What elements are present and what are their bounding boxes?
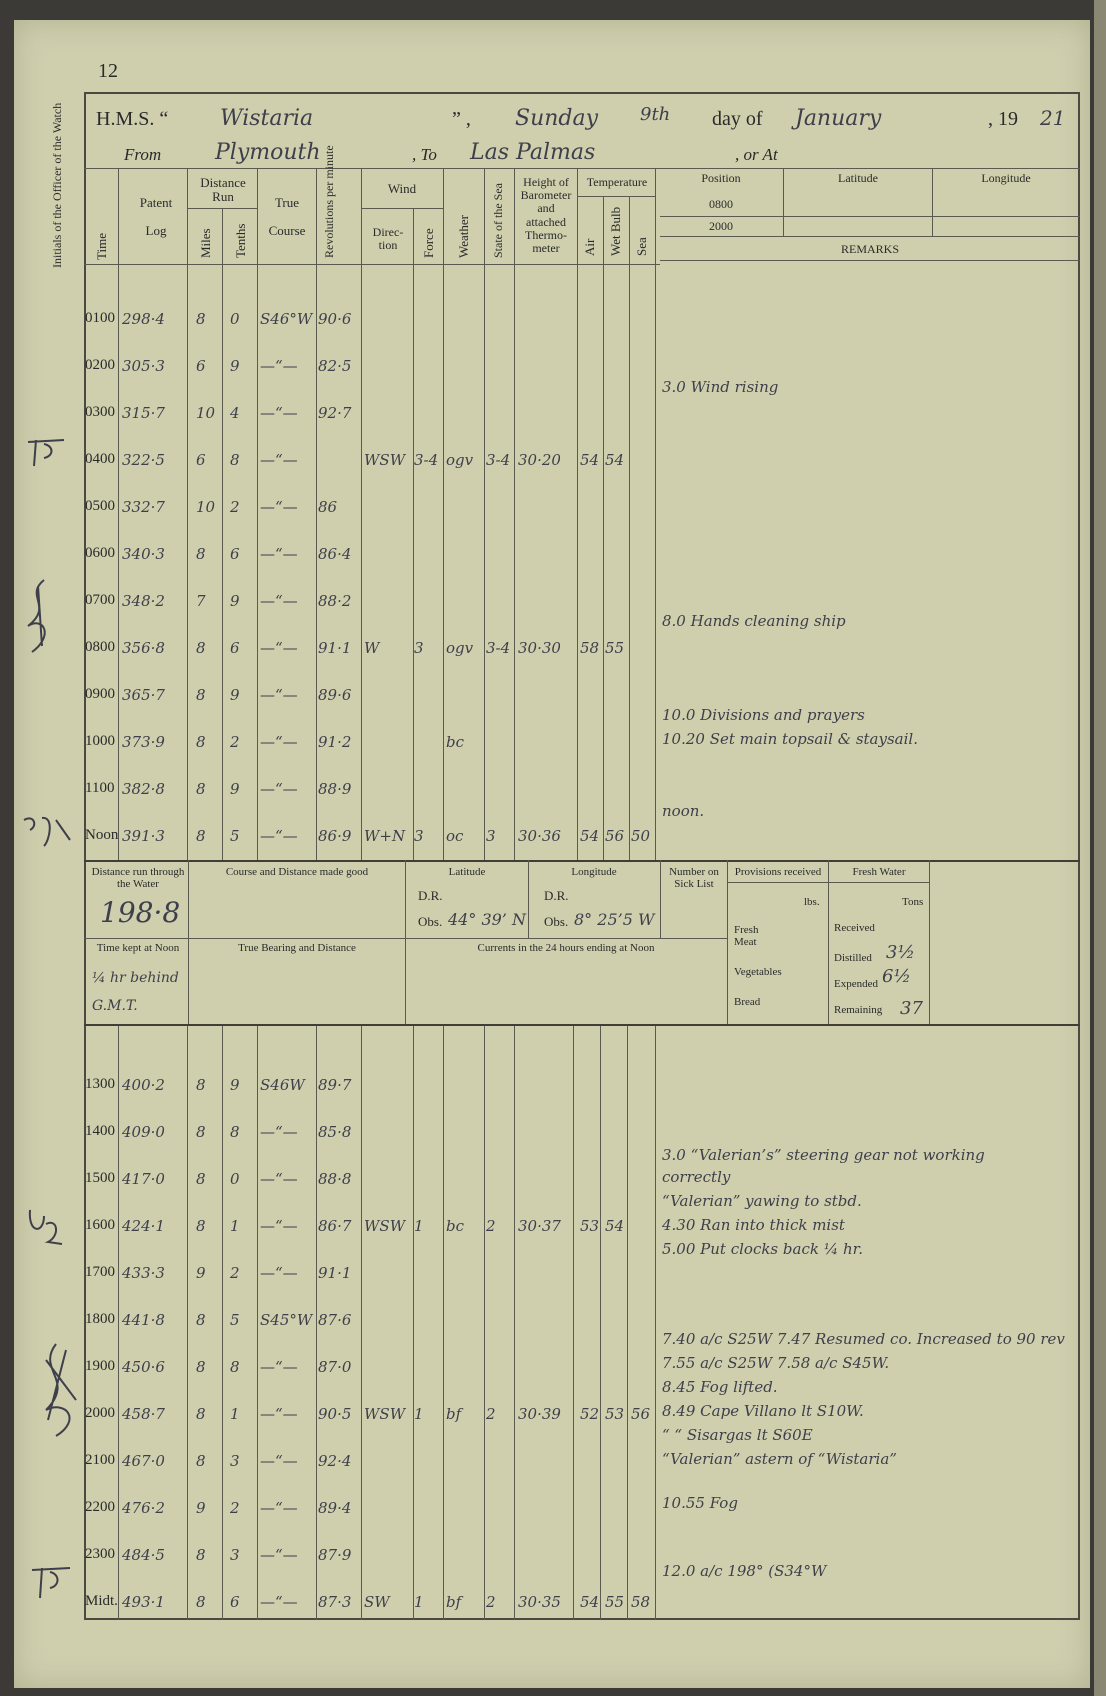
log-miles: 9 [196, 1499, 206, 1517]
log-true-course: —“— [260, 545, 298, 563]
log-revolutions: 92·7 [318, 404, 352, 422]
log-time: 1400 [85, 1123, 115, 1139]
log-wet-bulb: 54 [605, 1217, 625, 1235]
log-tenths: 3 [230, 1452, 240, 1470]
sick-list-label: Number on Sick List [669, 866, 719, 891]
log-tenths: 5 [230, 827, 240, 845]
remark-line: 4.30 Ran into thick mist [662, 1216, 845, 1234]
log-tenths: 8 [230, 1123, 240, 1141]
col-weather: Weather [456, 215, 471, 258]
log-weather: ogv [446, 451, 474, 469]
col-force: Force [421, 228, 436, 258]
officer-initial-signature [14, 576, 64, 656]
log-patent-reading: 382·8 [122, 780, 165, 798]
log-time: 2200 [85, 1499, 115, 1515]
log-miles: 8 [196, 1546, 206, 1564]
log-tenths: 1 [230, 1217, 240, 1235]
col-wind: Wind [387, 181, 417, 196]
log-revolutions: 91·1 [318, 1264, 352, 1282]
log-miles: 10 [196, 498, 216, 516]
lat-obs-label: Obs. [418, 914, 443, 929]
col-remarks: REMARKS [840, 242, 899, 256]
log-tenths: 0 [230, 1170, 240, 1188]
log-patent-reading: 417·0 [122, 1170, 165, 1188]
col-state-of-sea: State of the Sea [491, 183, 505, 258]
log-revolutions: 92·4 [318, 1452, 352, 1470]
remark-line: 7.40 a/c S25W 7.47 Resumed co. Increased to 90 rev [662, 1330, 1065, 1348]
log-barometer: 30·37 [518, 1217, 561, 1235]
log-time: 2000 [85, 1405, 115, 1421]
remark-line: “Valerian” astern of “Wistaria” [662, 1450, 897, 1468]
log-true-course: —“— [260, 827, 298, 845]
log-time: 0500 [85, 498, 115, 514]
remark-line: 12.0 a/c 198° (S34°W [662, 1562, 827, 1580]
log-tenths: 6 [230, 545, 240, 563]
log-time: 0100 [85, 310, 115, 326]
log-time: 1600 [85, 1217, 115, 1233]
day: 9th [640, 104, 671, 125]
distilled-value: 3½ [886, 942, 915, 963]
log-air-temp: 52 [580, 1405, 600, 1423]
log-revolutions: 89·6 [318, 686, 352, 704]
remark-line: “ “ Sisargas lt S60E [662, 1426, 813, 1444]
obs-longitude: 8° 25’5 W [574, 910, 655, 929]
log-wind-direction: WSW [364, 1217, 406, 1235]
log-revolutions: 89·4 [318, 1499, 352, 1517]
log-time: 1300 [85, 1076, 115, 1092]
bread-label: Bread [734, 996, 761, 1008]
remark-line: 10.20 Set main topsail & staysail. [662, 730, 918, 748]
log-revolutions: 91·2 [318, 733, 352, 751]
log-miles: 8 [196, 310, 206, 328]
log-miles: 8 [196, 545, 206, 563]
log-time: 0300 [85, 404, 115, 420]
log-miles: 7 [196, 592, 206, 610]
log-miles: 8 [196, 1170, 206, 1188]
log-true-course: —“— [260, 1123, 298, 1141]
year-suffix: 21 [1040, 106, 1066, 130]
log-miles: 8 [196, 639, 206, 657]
log-miles: 8 [196, 1076, 206, 1094]
course-distance-label: Course and Distance made good [225, 866, 369, 878]
log-weather: ogv [446, 639, 474, 657]
log-wind-force: 3 [414, 827, 424, 845]
long-dr-label: D.R. [544, 888, 569, 903]
log-wind-direction: W+N [364, 827, 406, 845]
log-time: 0900 [85, 686, 115, 702]
log-revolutions: 90·5 [318, 1405, 352, 1423]
log-miles: 6 [196, 357, 206, 375]
officer-initial-signature [24, 436, 70, 472]
distilled-label: Distilled [834, 952, 872, 964]
col-barometer: Height of Barometer and attached Thermo-meter [520, 175, 572, 255]
log-sea-temp: 56 [631, 1405, 651, 1423]
log-patent-reading: 450·6 [122, 1358, 165, 1376]
log-tenths: 2 [230, 733, 240, 751]
provisions-label: Provisions received [734, 866, 822, 878]
log-time: 1800 [85, 1311, 115, 1327]
log-weather: oc [446, 827, 464, 845]
log-patent-reading: 373·9 [122, 733, 165, 751]
log-revolutions: 86·9 [318, 827, 352, 845]
log-tenths: 9 [230, 1076, 240, 1094]
log-sea-state: 2 [486, 1405, 496, 1423]
log-revolutions: 82·5 [318, 357, 352, 375]
log-patent-reading: 484·5 [122, 1546, 165, 1564]
log-patent-reading: 348·2 [122, 592, 165, 610]
log-patent-reading: 391·3 [122, 827, 165, 845]
col-sea-temp: Sea [634, 237, 649, 256]
log-wind-force: 1 [414, 1593, 424, 1611]
log-patent-reading: 441·8 [122, 1311, 165, 1329]
pos-0800: 0800 [709, 197, 733, 211]
log-patent-reading: 424·1 [122, 1217, 165, 1235]
col-patent: Patent [139, 195, 173, 210]
col-tenths: Tenths [233, 223, 248, 258]
time-kept-label: Time kept at Noon [96, 942, 180, 954]
log-air-temp: 54 [580, 1593, 600, 1611]
log-patent-reading: 305·3 [122, 357, 165, 375]
log-barometer: 30·36 [518, 827, 561, 845]
log-true-course: —“— [260, 1170, 298, 1188]
log-patent-reading: 458·7 [122, 1405, 165, 1423]
currents-label: Currents in the 24 hours ending at Noon [477, 942, 655, 954]
log-weather: bc [446, 1217, 465, 1235]
log-revolutions: 87·0 [318, 1358, 352, 1376]
log-true-course: —“— [260, 357, 298, 375]
log-time: 1900 [85, 1358, 115, 1374]
log-miles: 10 [196, 404, 216, 422]
log-true-course: —“— [260, 1358, 298, 1376]
log-miles: 8 [196, 1452, 206, 1470]
log-patent-reading: 356·8 [122, 639, 165, 657]
remark-line: 8.49 Cape Villano lt S10W. [662, 1402, 864, 1420]
log-true-course: —“— [260, 639, 298, 657]
log-true-course: —“— [260, 404, 298, 422]
log-patent-reading: 340·3 [122, 545, 165, 563]
noon-latitude-label: Latitude [448, 866, 486, 878]
log-miles: 9 [196, 1264, 206, 1282]
log-patent-reading: 493·1 [122, 1593, 165, 1611]
log-patent-reading: 433·3 [122, 1264, 165, 1282]
log-tenths: 6 [230, 1593, 240, 1611]
log-time: Noon [85, 827, 119, 843]
officer-initial-signature [24, 1204, 68, 1248]
officer-initial-signature [28, 1564, 74, 1604]
remaining-value: 37 [900, 998, 923, 1019]
log-tenths: 9 [230, 780, 240, 798]
log-patent-reading: 322·5 [122, 451, 165, 469]
log-patent-reading: 332·7 [122, 498, 165, 516]
log-true-course: —“— [260, 1546, 298, 1564]
log-tenths: 9 [230, 357, 240, 375]
log-patent-reading: 476·2 [122, 1499, 165, 1517]
ship-name: Wistaria [220, 106, 314, 131]
log-true-course: —“— [260, 1405, 298, 1423]
log-true-course: —“— [260, 780, 298, 798]
log-revolutions: 88·2 [318, 592, 352, 610]
log-tenths: 3 [230, 1546, 240, 1564]
log-true-course: —“— [260, 1452, 298, 1470]
remark-line: correctly [662, 1168, 731, 1186]
log-patent-reading: 365·7 [122, 686, 165, 704]
col-time: Time [94, 233, 109, 260]
log-wet-bulb: 55 [605, 1593, 625, 1611]
remark-line: “Valerian” yawing to stbd. [662, 1192, 862, 1210]
log-air-temp: 58 [580, 639, 600, 657]
log-miles: 8 [196, 1593, 206, 1611]
log-wet-bulb: 54 [605, 451, 625, 469]
log-wind-force: 3 [414, 639, 424, 657]
ship-prefix: H.M.S. “ [96, 108, 169, 130]
log-patent-reading: 400·2 [122, 1076, 165, 1094]
log-revolutions: 87·9 [318, 1546, 352, 1564]
expended-label: Expended [834, 978, 878, 990]
col-log: Log [145, 223, 167, 238]
log-miles: 8 [196, 1405, 206, 1423]
remark-line: 7.55 a/c S25W 7.58 a/c S45W. [662, 1354, 890, 1372]
log-true-course: —“— [260, 686, 298, 704]
log-true-course: S45°W [260, 1311, 313, 1329]
log-air-temp: 54 [580, 451, 600, 469]
log-wet-bulb: 56 [605, 827, 625, 845]
log-wind-direction: WSW [364, 451, 406, 469]
lat-dr-label: D.R. [418, 888, 443, 903]
log-barometer: 30·30 [518, 639, 561, 657]
col-distance-run: Distance Run [200, 175, 246, 205]
log-true-course: S46°W [260, 310, 313, 328]
log-true-course: —“— [260, 451, 298, 469]
log-time: 0800 [85, 639, 115, 655]
log-tenths: 0 [230, 310, 240, 328]
day-of-label: day of [712, 108, 763, 130]
log-revolutions: 88·8 [318, 1170, 352, 1188]
log-patent-reading: 298·4 [122, 310, 165, 328]
log-tenths: 9 [230, 592, 240, 610]
to-value: Las Palmas [470, 140, 596, 165]
pos-2000: 2000 [709, 219, 733, 233]
col-wet-bulb: Wet Bulb [608, 206, 623, 256]
remark-line: 8.45 Fog lifted. [662, 1378, 778, 1396]
log-wind-direction: WSW [364, 1405, 406, 1423]
remark-line: 10.0 Divisions and prayers [662, 706, 865, 724]
obs-latitude: 44° 39’ N [448, 910, 526, 929]
log-sea-state: 3-4 [486, 451, 511, 469]
log-time: 1500 [85, 1170, 115, 1186]
remark-line: 5.00 Put clocks back ¼ hr. [662, 1240, 863, 1258]
col-position: Position [701, 171, 741, 185]
vegetables-label: Vegetables [734, 966, 782, 978]
log-miles: 8 [196, 1358, 206, 1376]
log-miles: 8 [196, 827, 206, 845]
from-value: Plymouth [215, 140, 321, 165]
book-spine [1094, 0, 1106, 1696]
log-tenths: 1 [230, 1405, 240, 1423]
log-true-course: —“— [260, 1217, 298, 1235]
col-latitude: Latitude [838, 171, 878, 185]
log-time: 1000 [85, 733, 115, 749]
log-miles: 8 [196, 733, 206, 751]
log-revolutions: 86·4 [318, 545, 352, 563]
distance-run-label: Distance run through the Water [91, 866, 185, 891]
log-time: 0400 [85, 451, 115, 467]
col-course: Course [268, 223, 306, 238]
log-sea-state: 2 [486, 1593, 496, 1611]
year-prefix: , 19 [988, 108, 1018, 130]
expended-value: 6½ [882, 966, 911, 987]
log-wind-force: 1 [414, 1217, 424, 1235]
log-tenths: 2 [230, 1264, 240, 1282]
officer-initials-label: Initials of the Officer of the Watch [50, 102, 64, 268]
page-number: 12 [98, 60, 118, 82]
log-true-course: —“— [260, 733, 298, 751]
log-tenths: 2 [230, 498, 240, 516]
remark-line: 10.55 Fog [662, 1494, 738, 1512]
log-true-course: —“— [260, 498, 298, 516]
log-revolutions: 86 [318, 498, 338, 516]
ship-quote-close: ” , [452, 108, 471, 130]
log-weather: bf [446, 1593, 462, 1611]
log-time: 2100 [85, 1452, 115, 1468]
log-revolutions: 87·3 [318, 1593, 352, 1611]
distance-run-value: 198·8 [100, 896, 181, 929]
col-true: True [274, 195, 300, 210]
log-patent-reading: 409·0 [122, 1123, 165, 1141]
remark-line: noon. [662, 802, 705, 820]
at-label: , or At [735, 145, 778, 164]
log-time: 0700 [85, 592, 115, 608]
lbs-label: lbs. [804, 896, 820, 908]
log-sea-state: 3 [486, 827, 496, 845]
col-temperature: Temperature [586, 175, 648, 189]
log-true-course: —“— [260, 1499, 298, 1517]
fresh-water-label: Fresh Water [852, 866, 906, 878]
log-time: 0200 [85, 357, 115, 373]
log-tenths: 4 [230, 404, 240, 422]
log-time: 1700 [85, 1264, 115, 1280]
log-sea-state: 3-4 [486, 639, 511, 657]
col-revolutions: Revolutions per minute [322, 145, 336, 258]
log-patent-reading: 467·0 [122, 1452, 165, 1470]
log-miles: 6 [196, 451, 206, 469]
log-revolutions: 87·6 [318, 1311, 352, 1329]
log-barometer: 30·35 [518, 1593, 561, 1611]
log-revolutions: 86·7 [318, 1217, 352, 1235]
log-barometer: 30·39 [518, 1405, 561, 1423]
log-tenths: 5 [230, 1311, 240, 1329]
log-wind-force: 1 [414, 1405, 424, 1423]
log-miles: 8 [196, 686, 206, 704]
remaining-label: Remaining [834, 1004, 883, 1016]
col-miles: Miles [198, 228, 213, 258]
log-miles: 8 [196, 1217, 206, 1235]
from-label: From [124, 145, 162, 164]
log-barometer: 30·20 [518, 451, 561, 469]
noon-longitude-label: Longitude [571, 866, 617, 878]
log-time: 1100 [85, 780, 115, 796]
log-true-course: —“— [260, 1593, 298, 1611]
long-obs-label: Obs. [544, 914, 569, 929]
log-true-course: —“— [260, 1264, 298, 1282]
log-tenths: 2 [230, 1499, 240, 1517]
log-tenths: 6 [230, 639, 240, 657]
remark-line: 3.0 Wind rising [662, 378, 779, 396]
time-kept-value-1: ¼ hr behind [92, 970, 179, 986]
log-tenths: 8 [230, 1358, 240, 1376]
log-revolutions: 90·6 [318, 310, 352, 328]
weekday: Sunday [515, 106, 599, 131]
log-wet-bulb: 55 [605, 639, 625, 657]
log-patent-reading: 315·7 [122, 404, 165, 422]
log-time: Midt. [85, 1593, 118, 1609]
log-true-course: —“— [260, 592, 298, 610]
log-miles: 8 [196, 1311, 206, 1329]
log-air-temp: 54 [580, 827, 600, 845]
officer-initial-signature [20, 810, 76, 850]
log-miles: 8 [196, 1123, 206, 1141]
col-direction: Direc-tion [372, 225, 404, 253]
log-sea-temp: 50 [631, 827, 651, 845]
col-air: Air [582, 238, 597, 256]
log-weather: bf [446, 1405, 462, 1423]
log-wind-direction: SW [364, 1593, 390, 1611]
log-wind-force: 3-4 [414, 451, 439, 469]
log-air-temp: 53 [580, 1217, 600, 1235]
log-wet-bulb: 53 [605, 1405, 625, 1423]
log-time: 0600 [85, 545, 115, 561]
log-sea-state: 2 [486, 1217, 496, 1235]
log-wind-direction: W [364, 639, 380, 657]
log-tenths: 9 [230, 686, 240, 704]
log-revolutions: 89·7 [318, 1076, 352, 1094]
log-miles: 8 [196, 780, 206, 798]
col-longitude: Longitude [981, 171, 1031, 185]
log-weather: bc [446, 733, 465, 751]
tons-label: Tons [902, 896, 924, 908]
log-revolutions: 85·8 [318, 1123, 352, 1141]
log-revolutions: 91·1 [318, 639, 352, 657]
month: January [795, 106, 882, 131]
log-true-course: S46W [260, 1076, 305, 1094]
fresh-meat-label: Fresh Meat [734, 924, 759, 948]
bearing-label: True Bearing and Distance [238, 942, 356, 954]
log-time: 2300 [85, 1546, 115, 1562]
remark-line: 3.0 “Valerian’s” steering gear not working [662, 1146, 985, 1164]
log-tenths: 8 [230, 451, 240, 469]
to-label: , To [412, 145, 437, 164]
remark-line: 8.0 Hands cleaning ship [662, 612, 846, 630]
received-label: Received [834, 922, 875, 934]
log-sea-temp: 58 [631, 1593, 651, 1611]
officer-initial-signature [26, 1340, 90, 1440]
time-kept-value-2: G.M.T. [92, 998, 138, 1014]
log-revolutions: 88·9 [318, 780, 352, 798]
